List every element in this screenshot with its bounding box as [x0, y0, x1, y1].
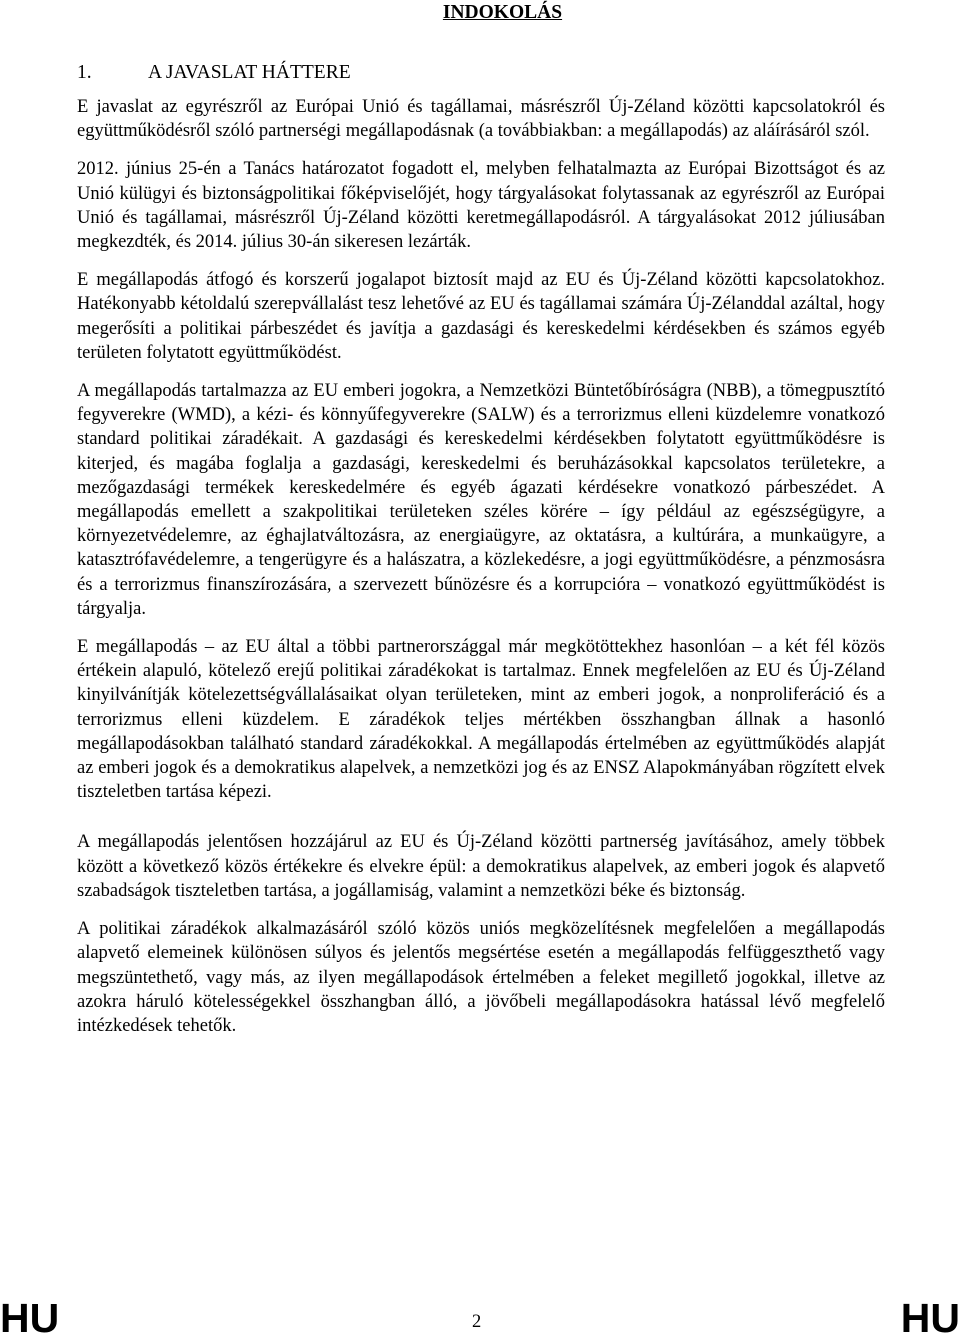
page-footer	[0, 1290, 960, 1341]
section-number: 1.	[77, 62, 92, 83]
paragraph: E megállapodás – az EU által a többi partnerországgal már megkötöttekhez hasonlóan – a két fél közös értékein alapuló, kötelező erejű politikai záradékokat is tartalmaz. Ennek megfelelően az EU és Új-Zéland kinyilvánítják kötelezettségvállalásaikat olyan területeken, mint az emberi jogok, a nonproliferáció és a terrorizmus elleni küzdelem. E záradékok teljes mértékben összhangban állnak a hasonló megállapodásokban található standard záradékokkal. A megállapodás értelmében az együttműködés alapját az emberi jogok és a demokratikus alapelvek, a nemzetközi jog és az ENSZ Alapokmányában rögzített elvek tiszteletben tartása képezi.	[77, 637, 885, 803]
document-title: INDOKOLÁS	[442, 2, 563, 23]
language-code-left: HU	[0, 1295, 60, 1341]
language-code-right: HU	[900, 1295, 960, 1341]
page-number: 2	[472, 1312, 482, 1332]
paragraph: 2012. június 25-én a Tanács határozatot fogadott el, melyben felhatalmazta az Európai Bizottságot és az Unió külügyi és biztonságpolitikai főképviselőjét, hogy tárgyalásokat folytassanak az egyrészről az Európai Unió és tagállamai, másrészről Új-Zéland közötti keretmegállapodásról. A tárgyalásokat 2012 júliusában megkezdték, és 2014. július 30-án sikeresen lezárták.	[77, 159, 885, 253]
paragraph: A politikai záradékok alkalmazásáról szóló közös uniós megközelítésnek megfelelően a megállapodás alapvető elemeinek különösen súlyos és jelentős megsértése esetén a megállapodás felfüggeszthető vagy megszüntethető, vagy más, az ilyen megállapodások értelmében a feleket megillető jogokkal, illetve az azokra háruló kötelességekkel összhangban álló, a jövőbeli megállapodásokra hatással lévő megfelelő intézkedések tehetők.	[77, 919, 885, 1036]
paragraph: E javaslat az egyrészről az Európai Unió és tagállamai, másrészről Új-Zéland közötti kapcsolatokról és együttműködésről szóló partnerségi megállapodásnak (a továbbiakban: a megállapodás) az aláírásáról szól.	[77, 97, 885, 142]
section-title: A JAVASLAT HÁTTERE	[148, 62, 351, 83]
document-body	[77, 95, 885, 1052]
paragraph: A megállapodás jelentősen hozzájárul az EU és Új-Zéland közötti partnerség javításához, amely többek között a következő közös értékekre és elvekre épül: a demokratikus alapelvek, az emberi jogok és alapvető szabadságok tiszteletben tartása, a jogállamiság, valamint a nemzetközi béke és biztonság.	[77, 832, 885, 901]
section-heading	[77, 62, 351, 84]
paragraph: E megállapodás átfogó és korszerű jogalapot biztosít majd az EU és Új-Zéland közötti kapcsolatokhoz. Hatékonyabb kétoldalú szerepvállalást tesz lehetővé az EU és tagállamai számára Új-Zélanddal azáltal, hogy megerősíti a politikai párbeszédet és javítja a gazdasági és kereskedelmi kérdésekben és számos egyéb területen folytatott együttműködést.	[77, 270, 885, 363]
paragraph: A megállapodás tartalmazza az EU emberi jogokra, a Nemzetközi Büntetőbíróságra (NBB), a tömegpusztító fegyverekre (WMD), a kézi- és könnyűfegyverekre (SALW) és a terrorizmus elleni küzdelemre vonatkozó standard politikai záradékait. A gazdasági és kereskedelmi kérdésekben folytatott együttműködésre is kiterjed, és magába foglalja a gazdasági, kereskedelmi és beruházásokkal kapcsolatos területekre, a mezőgazdasági termékek kereskedelmére és egyéb ágazati kérdésekre vonatkozó párbeszédet. A megállapodás emellett a szakpolitikai területeken széles körére – így például az egészségügyre, a környezetvédelemre, az éghajlatváltozásra, az energiaügyre, az oktatásra, a kultúrára, a munkaügyre, a katasztrófavédelemre, a tengerügyre és a halászatra, a közlekedésre, a jogi együttműködésre, a pénzmosásra és a terrorizmus finanszírozására, a szervezett bűnözésre és a korrupcióra – vonatkozó együttműködést is tárgyalja.	[77, 381, 885, 619]
